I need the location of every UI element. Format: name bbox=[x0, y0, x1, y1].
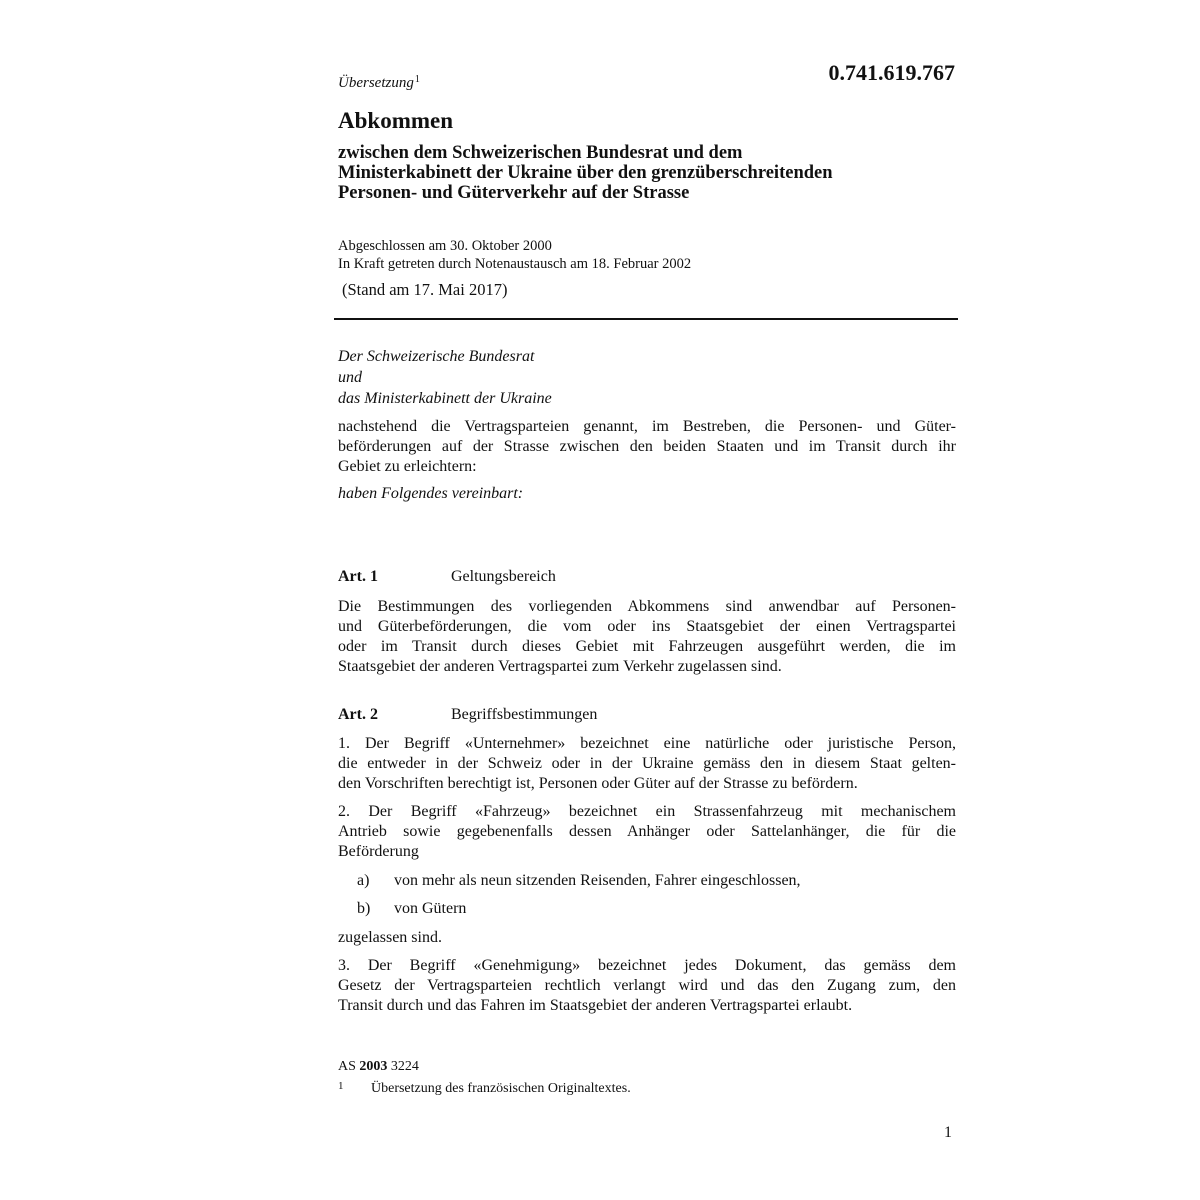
article-2-paragraph-2-end bbox=[338, 928, 956, 948]
article-title: Geltungsbereich bbox=[451, 568, 556, 585]
text-line: 3. Der Begriff «Genehmigung» bezeichnet jedes Dokument, das gemäss dem bbox=[338, 957, 956, 974]
preamble-conjunction: und bbox=[338, 369, 362, 386]
text-line: Gesetz der Vertragsparteien rechtlich verlangt wird und das den Zugang zum, den bbox=[338, 977, 956, 994]
status-date: (Stand am 17. Mai 2017) bbox=[342, 280, 508, 299]
sr-number: 0.741.619.767 bbox=[828, 60, 955, 85]
list-item bbox=[357, 872, 801, 890]
header-divider bbox=[334, 318, 958, 320]
text-line: zugelassen sind. bbox=[338, 929, 442, 946]
text-line: Antrieb sowie gegebenenfalls dessen Anhänger oder Sattelanhänger, die für die bbox=[338, 823, 956, 840]
list-mark: b) bbox=[357, 900, 371, 917]
text-line: Staatsgebiet der anderen Vertragspartei zum Verkehr zugelassen sind. bbox=[338, 658, 782, 675]
translation-label: Übersetzung$^1$ bbox=[338, 74, 420, 91]
article-number: Art. 1 bbox=[338, 568, 378, 585]
text-line: und Güterbeförderungen, die vom oder ins Staatsgebiet der einen Vertragspartei bbox=[338, 618, 956, 635]
footnote-ref[interactable]: 1 bbox=[414, 74, 420, 85]
article-2-paragraph-3 bbox=[338, 956, 956, 1016]
article-2-paragraph-2 bbox=[338, 802, 956, 862]
text-line: 1. Der Begriff «Unternehmer» bezeichnet eine natürliche oder juristische Person, bbox=[338, 735, 956, 752]
document-subtitle bbox=[338, 143, 978, 203]
text-line: 2. Der Begriff «Fahrzeug» bezeichnet ein Strassenfahrzeug mit mechanischem bbox=[338, 803, 956, 820]
list-text: von Gütern bbox=[394, 900, 467, 917]
article-2-heading bbox=[338, 706, 597, 724]
preamble-text bbox=[338, 417, 956, 477]
footnote-mark: 1 bbox=[338, 1080, 344, 1092]
text-line: beförderungen auf der Strasse zwischen den beiden Staaten und im Transit durch ihr bbox=[338, 438, 956, 455]
article-title: Begriffsbestimmungen bbox=[451, 706, 598, 723]
footnote-text: Übersetzung des französischen Originaltextes. bbox=[371, 1081, 631, 1096]
preamble-party-2: das Ministerkabinett der Ukraine bbox=[338, 390, 552, 407]
text-line: Gebiet zu erleichtern: bbox=[338, 458, 477, 475]
text-line: oder im Transit durch dieses Gebiet mit Fahrzeugen ausgeführt werden, die im bbox=[338, 638, 956, 655]
list-mark: a) bbox=[357, 872, 370, 889]
text-line: nachstehend die Vertragsparteien genannt, im Bestreben, die Personen- und Güter- bbox=[338, 418, 956, 435]
article-1-heading bbox=[338, 568, 556, 586]
in-force-date: In Kraft getreten durch Notenaustausch am 18. Februar 2002 bbox=[338, 256, 692, 272]
article-2-paragraph-1 bbox=[338, 734, 956, 794]
preamble-party-1: Der Schweizerische Bundesrat bbox=[338, 348, 535, 365]
official-compilation-ref: AS 2003 3224 bbox=[338, 1059, 419, 1074]
article-number: Art. 2 bbox=[338, 706, 378, 723]
article-1-body bbox=[338, 597, 956, 677]
subtitle-line: Personen- und Güterverkehr auf der Strasse bbox=[338, 183, 690, 203]
subtitle-line: Ministerkabinett der Ukraine über den grenzüberschreitenden bbox=[338, 163, 833, 183]
concluded-date: Abgeschlossen am 30. Oktober 2000 bbox=[338, 238, 552, 254]
list-text: von mehr als neun sitzenden Reisenden, Fahrer eingeschlossen, bbox=[394, 872, 801, 889]
text-line: Transit durch und das Fahren im Staatsgebiet der anderen Vertragspartei erlaubt. bbox=[338, 997, 853, 1014]
text-line: den Vorschriften berechtigt ist, Personen oder Güter auf der Strasse zu befördern. bbox=[338, 775, 858, 792]
list-item bbox=[357, 900, 466, 918]
document-title: Abkommen bbox=[338, 108, 454, 133]
text-line: Die Bestimmungen des vorliegenden Abkommens sind anwendbar auf Personen- bbox=[338, 598, 956, 615]
text-line: Beförderung bbox=[338, 843, 419, 860]
preamble-closing: haben Folgendes vereinbart: bbox=[338, 485, 524, 502]
page-number: 1 bbox=[944, 1124, 952, 1141]
footnote bbox=[338, 1080, 631, 1097]
text-line: die entweder in der Schweiz oder in der Ukraine gemäss den in diesem Staat gelten- bbox=[338, 755, 956, 772]
subtitle-line: zwischen dem Schweizerischen Bundesrat und dem bbox=[338, 143, 743, 163]
